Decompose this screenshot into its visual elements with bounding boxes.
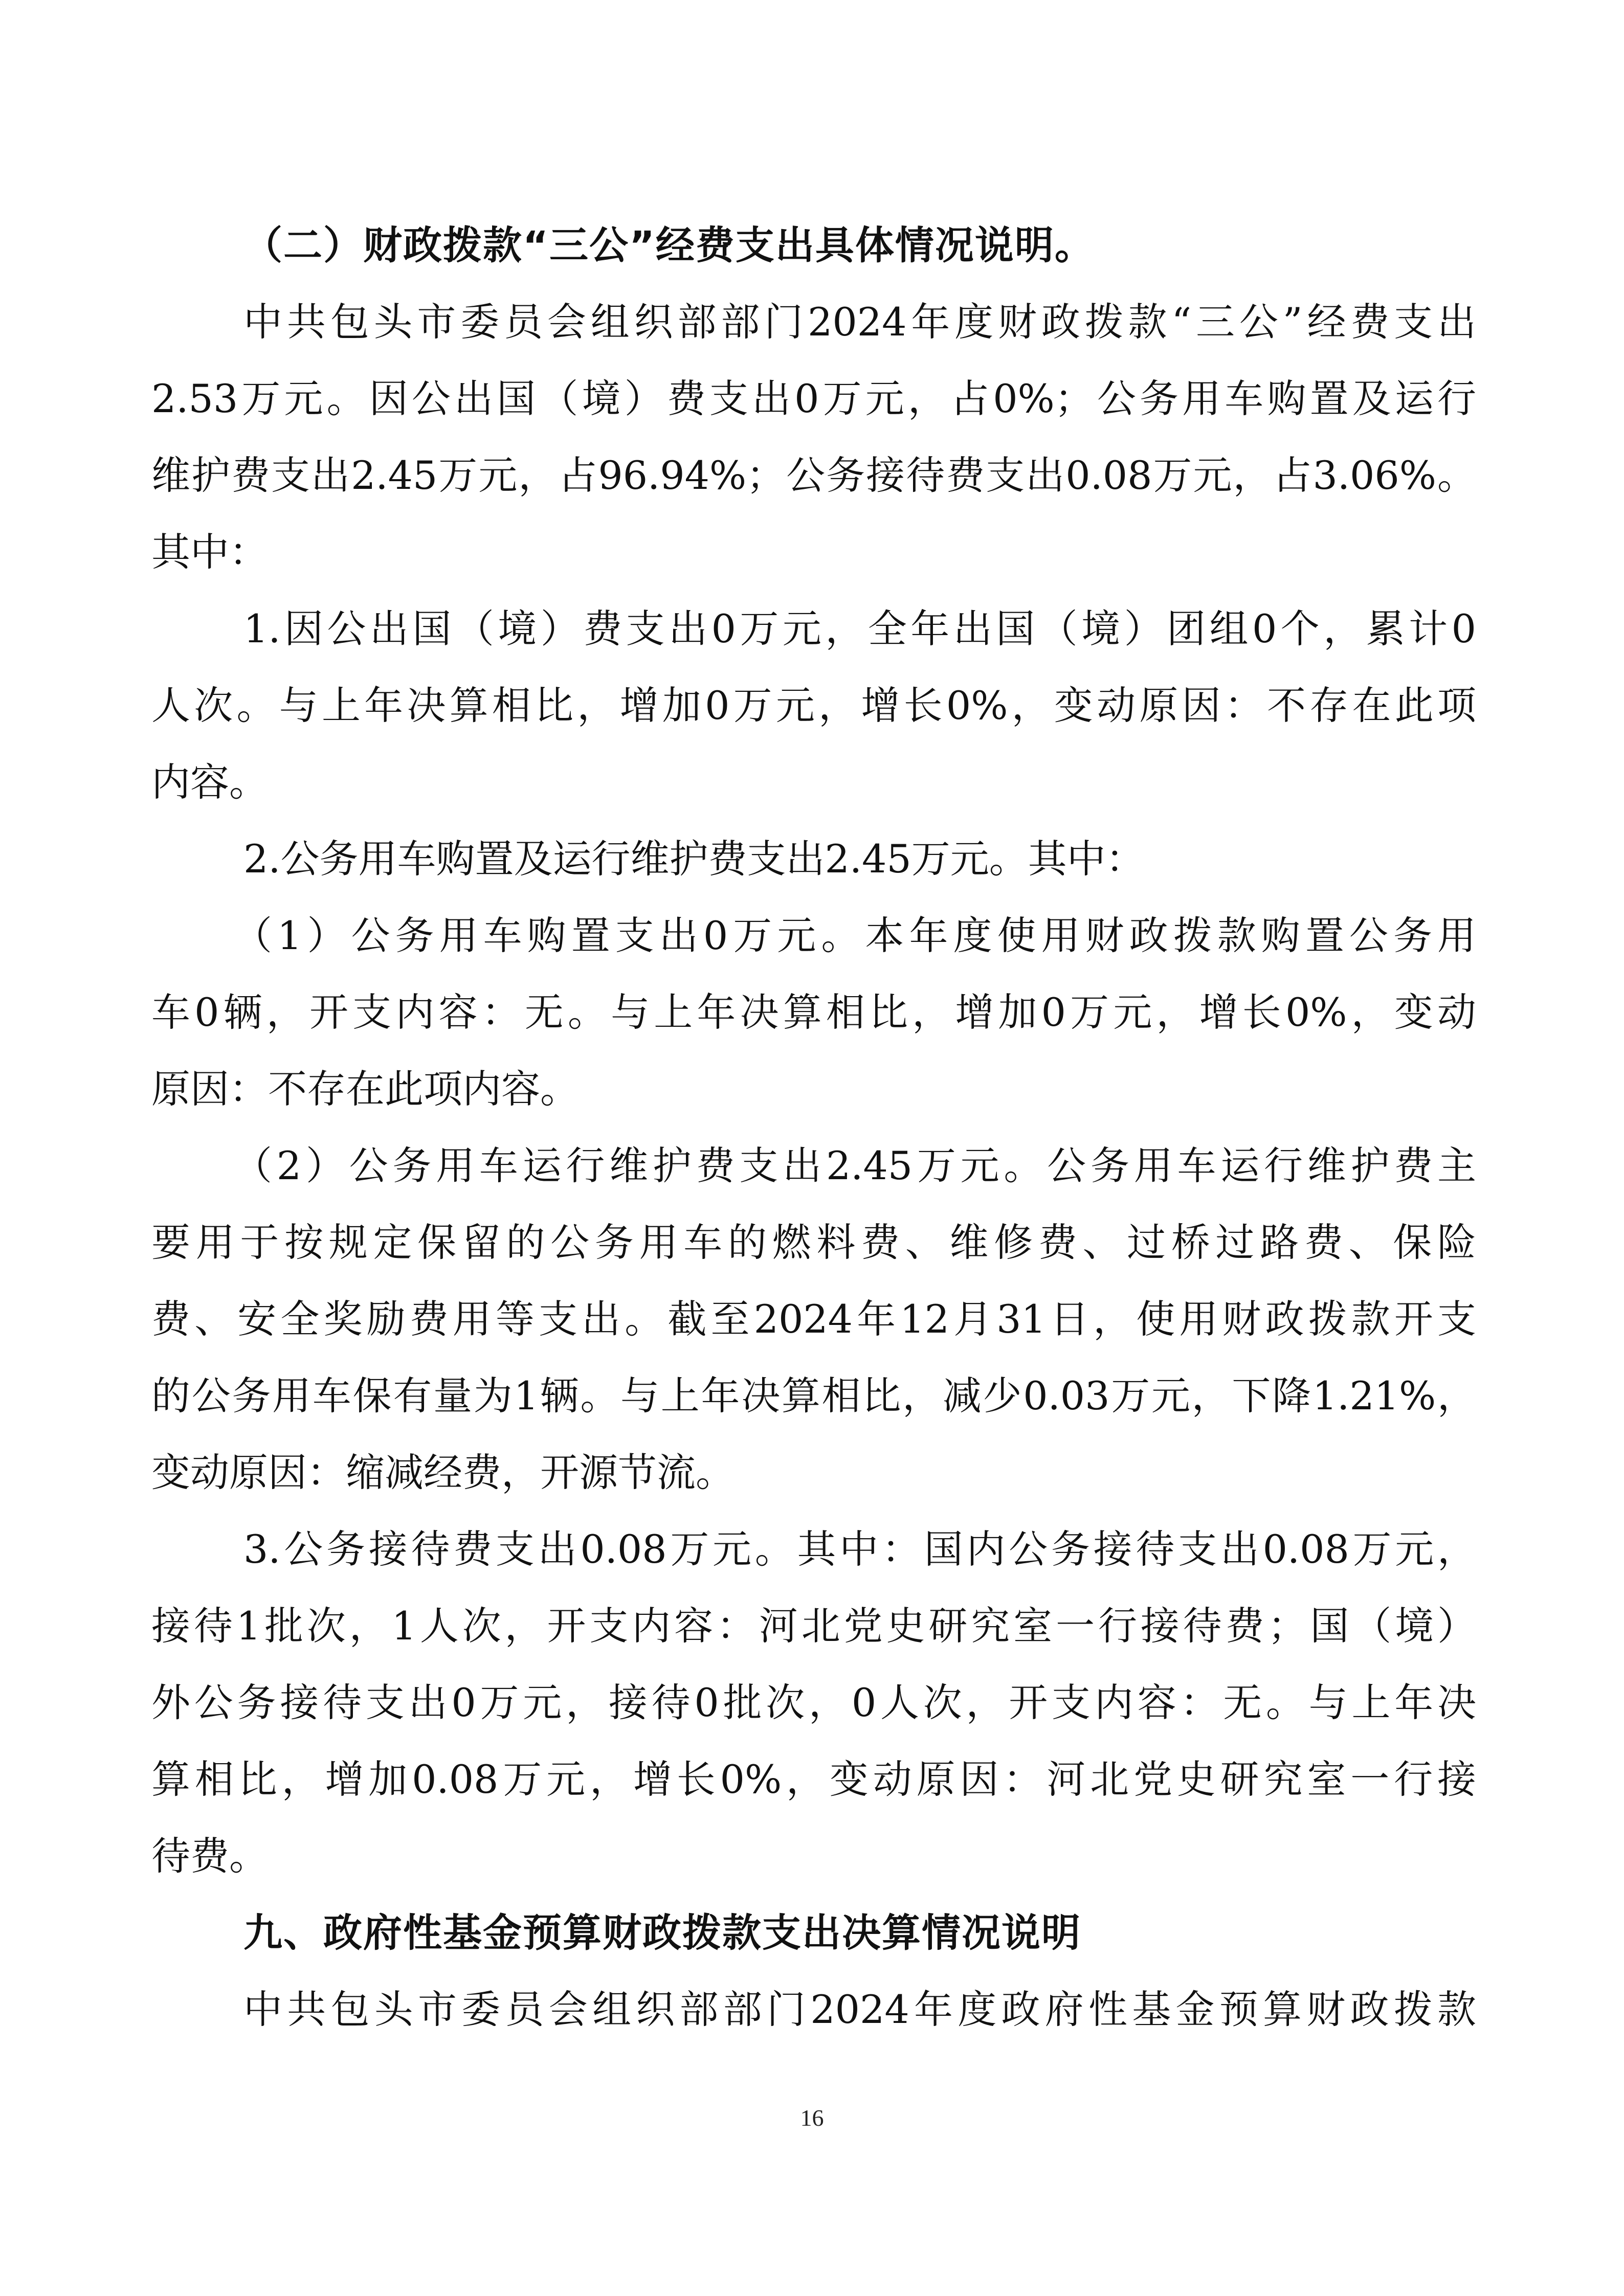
section-heading: （二）财政拨款“三公”经费支出具体情况说明。 bbox=[243, 222, 1095, 268]
text-line: 待费。 bbox=[151, 1833, 268, 1879]
text-line: 中共包头市委员会组织部部门2024年度财政拨款“三公”经费支出 bbox=[243, 299, 1476, 345]
text-line: 人次。与上年决算相比，增加0万元，增长0%，变动原因：不存在此项 bbox=[151, 683, 1476, 728]
text-line: 外公务接待支出0万元，接待0批次，0人次，开支内容：无。与上年决 bbox=[151, 1680, 1476, 1725]
text-line: 接待1批次，1人次，开支内容：河北党史研究室一行接待费；国（境） bbox=[151, 1603, 1476, 1649]
text-line: 1.因公出国（境）费支出0万元，全年出国（境）团组0个，累计0 bbox=[243, 606, 1476, 651]
text-line: 中共包头市委员会组织部部门2024年度政府性基金预算财政拨款 bbox=[243, 1987, 1476, 2032]
document-body bbox=[151, 207, 1476, 2048]
page-number: 16 bbox=[800, 2105, 824, 2131]
text-line: （1）公务用车购置支出0万元。本年度使用财政拨款购置公务用 bbox=[233, 913, 1476, 958]
text-line: 的公务用车保有量为1辆。与上年决算相比，减少0.03万元，下降1.21%， bbox=[151, 1373, 1476, 1419]
section-heading: 九、政府性基金预算财政拨款支出决算情况说明 bbox=[243, 1910, 1081, 1955]
text-line: 变动原因：缩减经费，开源节流。 bbox=[151, 1450, 735, 1495]
text-line: （2）公务用车运行维护费支出2.45万元。公务用车运行维护费主 bbox=[233, 1143, 1476, 1188]
text-line: 其中： bbox=[151, 529, 268, 575]
text-line: 2.公务用车购置及运行维护费支出2.45万元。其中： bbox=[243, 836, 1145, 882]
text-line: 2.53万元。因公出国（境）费支出0万元，占0%；公务用车购置及运行 bbox=[151, 376, 1476, 421]
text-line: 费、安全奖励费用等支出。截至2024年12月31日，使用财政拨款开支 bbox=[151, 1296, 1476, 1342]
text-line: 原因：不存在此项内容。 bbox=[151, 1066, 579, 1112]
text-line: 算相比，增加0.08万元，增长0%，变动原因：河北党史研究室一行接 bbox=[151, 1757, 1476, 1802]
text-line: 3.公务接待费支出0.08万元。其中：国内公务接待支出0.08万元， bbox=[243, 1526, 1476, 1572]
text-line: 维护费支出2.45万元，占96.94%；公务接待费支出0.08万元，占3.06%。 bbox=[151, 453, 1476, 498]
text-line: 车0辆，开支内容：无。与上年决算相比，增加0万元，增长0%，变动 bbox=[151, 989, 1476, 1035]
text-line: 要用于按规定保留的公务用车的燃料费、维修费、过桥过路费、保险 bbox=[151, 1220, 1476, 1265]
text-line: 内容。 bbox=[151, 759, 268, 805]
